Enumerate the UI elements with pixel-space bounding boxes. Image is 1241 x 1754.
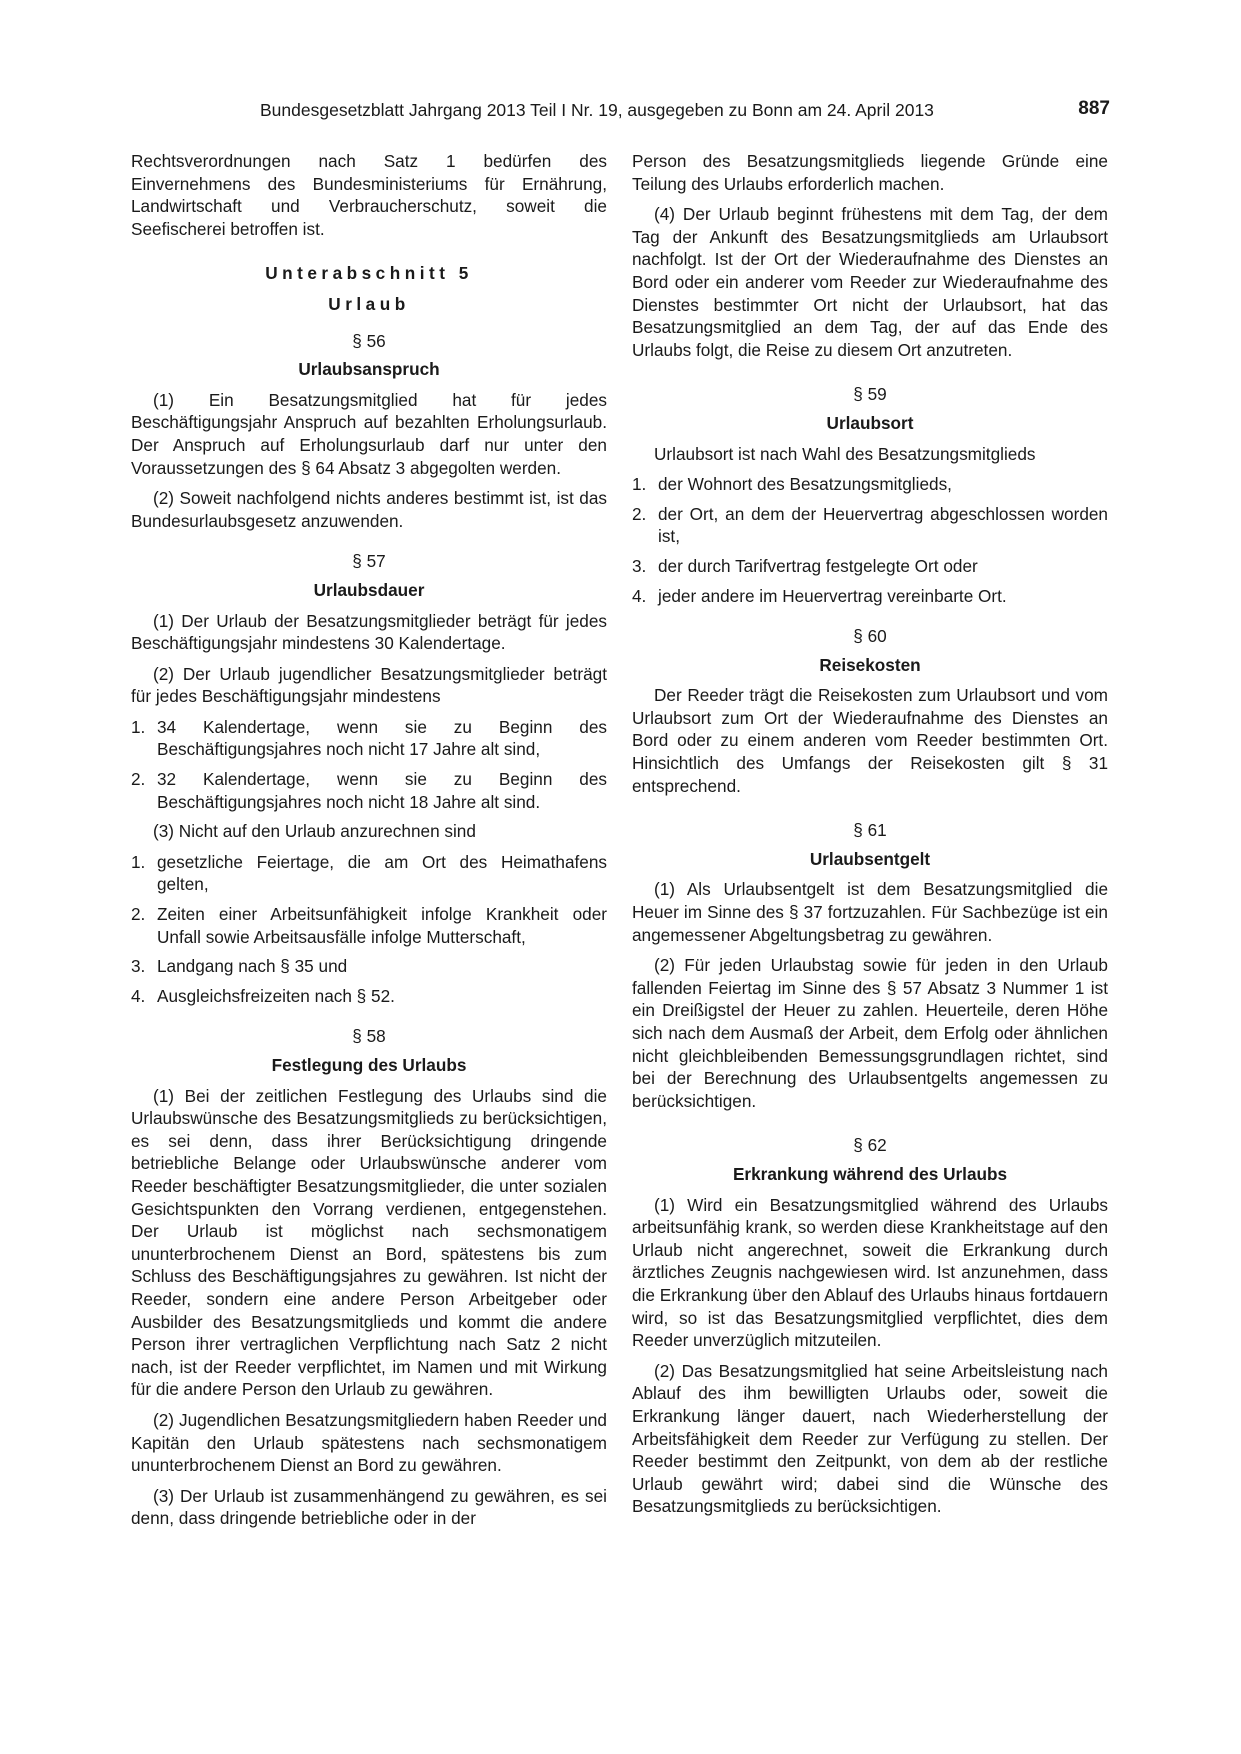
section-number-60: § 60 <box>853 626 887 647</box>
paragraph-61-1: (1) Als Urlaubsentgelt ist dem Besatzungsmitglied die Heuer im Sinne des § 37 fortzuzahlen. Für Sachbezüge ist ein angemessener Abgeltungsbetrag zu gewähren. <box>632 879 1108 945</box>
list-item: 2. Zeiten einer Arbeitsunfähigkeit infolge Krankheit oder Unfall sowie Arbeitsausfälle infolge Mutterschaft, <box>131 904 607 947</box>
section-title-61: Urlaubsentgelt <box>809 848 931 869</box>
running-header <box>130 98 1110 128</box>
paragraph-58-2: (2) Jugendlichen Besatzungsmitgliedern haben Reeder und Kapitän den Urlaub spätestens nach sechsmonatigem ununterbrochenem Dienst an Bord zu gewähren. <box>131 1409 607 1476</box>
list-item: 4. Ausgleichsfreizeiten nach § 52. <box>131 985 395 1006</box>
paragraph-57-3: (3) Nicht auf den Urlaub anzurechnen sind <box>153 821 476 842</box>
paragraph-61-2: (2) Für jeden Urlaubstag sowie für jeden in den Urlaub fallenden Feiertag im Sinne des § 57 Absatz 3 Nummer 1 ist ein Dreißigstel der Heuer zu zahlen. Heuerteile, deren Höhe sich nach dem Ausmaß der Arbeit, dem Erfolg oder ähnlichen nicht gleichbleibenden Bemessungsgrundlagen richtet, sind bei der Berechnung des Urlaubsentgelts angemessen zu berücksichtigen. <box>632 955 1108 1111</box>
paragraph-57-2: (2) Der Urlaub jugendlicher Besatzungsmitglieder beträgt für jedes Beschäftigungsjahr mindestens <box>131 663 607 707</box>
section-title-56: Urlaubsanspruch <box>298 359 440 380</box>
list-item: 2. der Ort, an dem der Heuervertrag abgeschlossen worden ist, <box>632 503 1108 547</box>
section-title-62: Erkrankung während des Urlaubs <box>732 1163 1008 1184</box>
paragraph-58-3: (3) Der Urlaub ist zusammenhängend zu gewähren, es sei denn, dass dringende betriebliche oder in der <box>131 1485 607 1529</box>
section-number-61: § 61 <box>853 820 887 841</box>
paragraph-60: Der Reeder trägt die Reisekosten zum Urlaubsort und vom Urlaubsort zum Ort der Wiederaufnahme des Dienstes an Bord oder zu einem anderen vom Reeder bestimmten Ort. Hinsichtlich des Umfangs der Reisekosten gilt § 31 entsprechend. <box>632 685 1108 796</box>
paragraph-56-2: (2) Soweit nachfolgend nichts anderes bestimmt ist, ist das Bundesurlaubsgesetz anzuwenden. <box>131 488 607 531</box>
list-59 <box>632 473 1108 607</box>
intro-paragraph: Rechtsverordnungen nach Satz 1 bedürfen des Einvernehmens des Bundesministeriums für Ernährung, Landwirtschaft und Verbraucherschutz, soweit die Seefischerei betroffen ist. <box>131 151 607 239</box>
paragraph-62-2: (2) Das Besatzungsmitglied hat seine Arbeitsleistung nach Ablauf des ihm bewilligten Urlaubs oder, soweit die Erkrankung länger dauert, nach Wiederherstellung der Arbeitsfähigkeit dem Reeder zur Verfügung zu stellen. Der Reeder bestimmt den Zeitpunkt, von dem ab der restliche Urlaub gewährt wird; dabei sind die Wünsche des Besatzungsmitglieds zu berücksichtigen. <box>632 1360 1108 1517</box>
subsection-heading: Unterabschnitt 5 <box>265 263 473 284</box>
paragraph-58-3-continued: Person des Besatzungsmitglieds liegende Gründe eine Teilung des Urlaubs erforderlich machen. <box>632 151 1108 194</box>
list-57-2 <box>131 716 607 813</box>
paragraph-58-1: (1) Bei der zeitlichen Festlegung des Urlaubs sind die Urlaubswünsche des Besatzungsmitglieds zu berücksichtigen, es sei denn, dass ihrer Berücksichtigung dringende betriebliche Belange oder Urlaubswünsche anderer vom Reeder beschäftigter Besatzungsmitglieder, die unter sozialen Gesichtspunkten den Vorrang verdienen, entgegenstehen. Der Urlaub ist möglichst nach sechsmonatigem ununterbrochenem Dienst an Bord, spätestens bis zum Schluss des Beschäftigungsjahres zu gewähren. Ist nicht der Reeder, sondern eine andere Person Arbeitgeber oder Ausbilder des Besatzungsmitglieds und kommt die andere Person ihrer vertraglichen Verpflichtung nach Satz 2 nicht nach, ist der Reeder verpflichtet, im Namen und mit Wirkung für die andere Person den Urlaub zu gewähren. <box>131 1085 607 1400</box>
paragraph-58-4: (4) Der Urlaub beginnt frühestens mit dem Tag, der dem Tag der Ankunft des Besatzungsmitglieds am Urlaubsort nachfolgt. Ist der Ort der Wiederaufnahme des Dienstes an Bord oder ein anderer vom Reeder zur Wiederaufnahme des Dienstes bestimmter Ort nicht der Urlaubsort, hat das Besatzungsmitglied an dem Tag, der auf das Ende des Urlaubs folgt, die Reise zu diesem Ort anzutreten. <box>632 204 1108 360</box>
section-number-56: § 56 <box>352 330 386 351</box>
page-number: 887 <box>1078 98 1110 119</box>
section-number-59: § 59 <box>853 384 887 405</box>
section-title-59: Urlaubsort <box>826 412 914 433</box>
list-item: 1. 34 Kalendertage, wenn sie zu Beginn des Beschäftigungsjahres noch nicht 17 Jahre alt sind, <box>131 716 607 760</box>
list-item: 1. der Wohnort des Besatzungsmitglieds, <box>632 474 952 495</box>
section-number-58: § 58 <box>352 1026 386 1047</box>
list-57-3 <box>131 851 607 1008</box>
paragraph-57-1: (1) Der Urlaub der Besatzungsmitglieder beträgt für jedes Beschäftigungsjahr mindestens 30 Kalendertage. <box>131 610 607 654</box>
section-title-57: Urlaubsdauer <box>313 579 425 600</box>
section-number-57: § 57 <box>352 551 386 572</box>
subsection-title: Urlaub <box>328 293 410 314</box>
section-number-62: § 62 <box>853 1135 887 1156</box>
section-title-58: Festlegung des Urlaubs <box>271 1055 467 1075</box>
left-column <box>131 150 607 1538</box>
paragraph-59-intro: Urlaubsort ist nach Wahl des Besatzungsmitglieds <box>654 443 1036 464</box>
list-item: 3. Landgang nach § 35 und <box>131 956 348 977</box>
right-column <box>632 150 1108 1526</box>
paragraph-62-1: (1) Wird ein Besatzungsmitglied während des Urlaubs arbeitsunfähig krank, so werden diese Krankheitstage auf den Urlaub nicht angerechnet, soweit die Erkrankung durch ärztliches Zeugnis nachgewiesen wird. Ist anzunehmen, dass die Erkrankung über den Ablauf des Urlaubs hinaus fortdauern wird, so ist das Besatzungsmitglied verpflichtet, dies dem Reeder unverzüglich mitzuteilen. <box>632 1194 1108 1351</box>
list-item: 3. der durch Tarifvertrag festgelegte Ort oder <box>632 555 978 576</box>
list-item: 1. gesetzliche Feiertage, die am Ort des Heimathafens gelten, <box>131 851 607 895</box>
header-title: Bundesgesetzblatt Jahrgang 2013 Teil I Nr. 19, ausgegeben zu Bonn am 24. April 2013 <box>260 100 934 120</box>
section-title-60: Reisekosten <box>819 654 921 675</box>
paragraph-56-1: (1) Ein Besatzungsmitglied hat für jedes Beschäftigungsjahr Anspruch auf bezahlten Erholungsurlaub. Der Anspruch auf Erholungsurlaub darf nur unter den Voraussetzungen des § 64 Absatz 3 abgegolten werden. <box>131 389 607 478</box>
list-item: 4. jeder andere im Heuervertrag vereinbarte Ort. <box>632 585 1007 606</box>
list-item: 2. 32 Kalendertage, wenn sie zu Beginn des Beschäftigungsjahres noch nicht 18 Jahre alt sind. <box>131 769 607 812</box>
